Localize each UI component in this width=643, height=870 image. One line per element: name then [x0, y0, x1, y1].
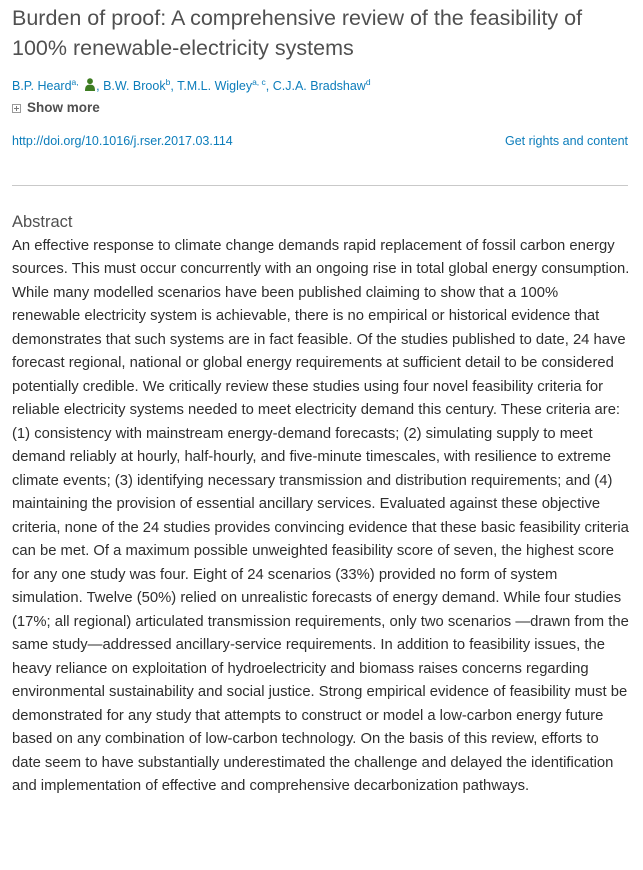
person-icon[interactable] [84, 78, 96, 91]
author-name[interactable]: T.M.L. Wigley [177, 79, 253, 93]
author-separator: , [265, 79, 273, 93]
doi-link[interactable]: http://doi.org/10.1016/j.rser.2017.03.114 [12, 133, 233, 148]
abstract-heading: Abstract [12, 212, 73, 231]
author-link[interactable] [12, 79, 79, 93]
author-list [12, 77, 628, 95]
author-separator: , [96, 79, 104, 93]
rights-link[interactable]: Get rights and content [505, 133, 628, 148]
author-name[interactable]: B.P. Heard [12, 79, 72, 93]
author-separator: , [170, 79, 178, 93]
author-affiliation: d [365, 77, 371, 87]
article-title: Burden of proof: A comprehensive review of the feasibility of 100% renewable-electricity systems [12, 6, 583, 60]
article-page [12, 0, 628, 799]
author-affiliation: a, c [252, 77, 266, 87]
author-name[interactable]: B.W. Brook [103, 79, 166, 93]
author-name[interactable]: C.J.A. Bradshaw [272, 79, 366, 93]
author-link[interactable] [273, 79, 371, 93]
author-affiliation: b [165, 77, 171, 87]
abstract-text: An effective response to climate change demands rapid replacement of fossil carbon energy sources. This must occur concurrently with an ongoing rise in total global energy consumption. While many modelled scenarios have been published claiming to show that a 100% renewable electricity system is achievable, there is no empirical or historical evidence that demonstrates that such systems are in fact feasible. Of the studies published to date, 24 have forecast regional, national or global energy requirements at sufficient detail to be considered potentially credible. We critically review these studies using four novel feasibility criteria for reliable electricity systems needed to meet electricity demand this century. These criteria are: (1) consistency with mainstream energy-demand forecasts; (2) simulating supply to meet demand reliably at hourly, half-hourly, and five-minute timescales, with resilience to extreme climate events; (3) identifying necessary transmission and distribution requirements; and (4) maintaining the provision of essential ancillary services. Evaluated against these objective criteria, none of the 24 studies provides convincing evidence that these basic feasibility criteria can be met. Of a maximum possible unweighted feasibility score of seven, the highest score for any one study was four. Eight of 24 scenarios (33%) provided no form of system simulation. Twelve (50%) relied on unrealistic forecasts of energy demand. While four studies (17%; all regional) articulated transmission requirements, only two scenarios —drawn from the same study—addressed ancillary-service requirements. In addition to feasibility issues, the heavy reliance on exploitation of hydroelectricity and biomass raises concerns regarding environmental sustainability and social justice. Strong empirical evidence of feasibility must be demonstrated for any study that attempts to construct or model a low-carbon energy future based on any combination of low-carbon technology. On the basis of this review, efforts to date seem to have substantially underestimated the challenge and delayed the identification and implementation of effective and comprehensive decarbonization pathways. [12, 237, 630, 794]
author-link[interactable] [177, 79, 266, 93]
plus-box-icon [12, 104, 21, 113]
show-more-label: Show more [27, 100, 100, 115]
show-more-button[interactable] [12, 99, 100, 117]
author-affiliation: a, [71, 77, 79, 87]
article-links-row [12, 132, 628, 150]
author-link[interactable] [103, 79, 170, 93]
